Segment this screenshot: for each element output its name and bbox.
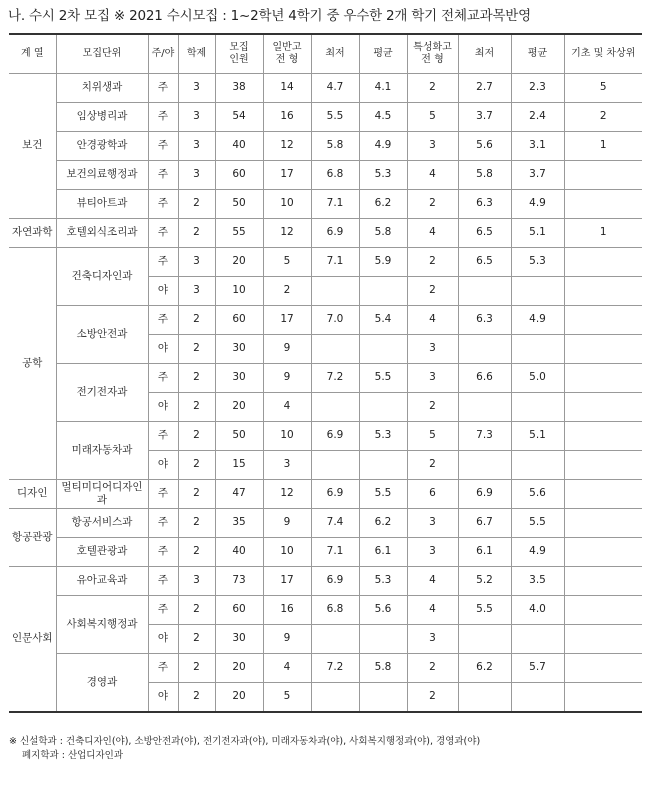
sp-min-cell: 5.8 <box>458 161 511 190</box>
header-years: 학제 <box>178 34 215 74</box>
years-cell: 3 <box>178 103 215 132</box>
quota-cell: 35 <box>215 509 263 538</box>
daynight-cell: 주 <box>148 480 178 509</box>
sp-min-cell: 5.2 <box>458 567 511 596</box>
sp-avg-cell: 3.7 <box>511 161 564 190</box>
sp-min-cell: 6.6 <box>458 364 511 393</box>
sp-min-cell: 6.3 <box>458 306 511 335</box>
years-cell: 2 <box>178 509 215 538</box>
footnote <box>9 735 480 763</box>
sp-min-cell <box>458 335 511 364</box>
years-cell: 2 <box>178 335 215 364</box>
sp-avg-cell: 5.3 <box>511 248 564 277</box>
footnote-new-depts: ※ 신설학과 : 건축디자인(야), 소방안전과(야), 전기전자과(야), 미래자동차과(야), 사회복지행정과(야), 경영과(야) <box>9 736 481 747</box>
years-cell: 2 <box>178 538 215 567</box>
gen-min-cell: 6.8 <box>311 596 359 625</box>
years-cell: 3 <box>178 567 215 596</box>
gen-min-cell <box>311 393 359 422</box>
gen-min-cell <box>311 625 359 654</box>
special-cell: 6 <box>407 480 458 509</box>
table-row <box>9 132 642 161</box>
gen-avg-cell: 5.5 <box>359 364 407 393</box>
dept-cell: 임상병리과 <box>56 103 148 132</box>
quota-cell: 50 <box>215 422 263 451</box>
gen-avg-cell: 4.1 <box>359 74 407 103</box>
header-sp-min: 최저 <box>458 34 511 74</box>
daynight-cell: 주 <box>148 654 178 683</box>
gen-avg-cell <box>359 625 407 654</box>
daynight-cell: 야 <box>148 277 178 306</box>
basic-cell <box>564 625 642 654</box>
sp-avg-cell: 2.3 <box>511 74 564 103</box>
gen-min-cell: 6.9 <box>311 567 359 596</box>
general-cell: 10 <box>263 190 311 219</box>
basic-cell <box>564 567 642 596</box>
years-cell: 2 <box>178 625 215 654</box>
dept-cell: 멀티미디어디자인과 <box>56 480 148 509</box>
sp-min-cell: 3.7 <box>458 103 511 132</box>
basic-cell: 2 <box>564 103 642 132</box>
general-cell: 12 <box>263 132 311 161</box>
table-row <box>9 364 642 393</box>
daynight-cell: 주 <box>148 509 178 538</box>
quota-cell: 15 <box>215 451 263 480</box>
table-row <box>9 219 642 248</box>
daynight-cell: 주 <box>148 422 178 451</box>
sp-avg-cell: 5.0 <box>511 364 564 393</box>
table-row <box>9 567 642 596</box>
basic-cell <box>564 277 642 306</box>
basic-cell <box>564 422 642 451</box>
general-cell: 10 <box>263 422 311 451</box>
sp-avg-cell <box>511 625 564 654</box>
years-cell: 2 <box>178 596 215 625</box>
sp-min-cell: 7.3 <box>458 422 511 451</box>
general-cell: 4 <box>263 654 311 683</box>
page-title: 나. 수시 2차 모집 ※ 2021 수시모집 : 1~2학년 4학기 중 우수한 2개 학기 전체교과목반영 <box>8 8 531 24</box>
gen-min-cell: 7.1 <box>311 248 359 277</box>
years-cell: 2 <box>178 364 215 393</box>
gen-avg-cell: 5.5 <box>359 480 407 509</box>
quota-cell: 55 <box>215 219 263 248</box>
special-cell: 2 <box>407 683 458 713</box>
special-cell: 4 <box>407 219 458 248</box>
gen-min-cell: 7.1 <box>311 190 359 219</box>
sp-min-cell <box>458 625 511 654</box>
sp-min-cell: 5.6 <box>458 132 511 161</box>
field-cell: 항공관광 <box>9 509 56 567</box>
daynight-cell: 주 <box>148 74 178 103</box>
dept-cell: 보건의료행정과 <box>56 161 148 190</box>
sp-avg-cell: 3.1 <box>511 132 564 161</box>
daynight-cell: 야 <box>148 451 178 480</box>
table-row <box>9 103 642 132</box>
sp-avg-cell <box>511 335 564 364</box>
header-gen-avg: 평균 <box>359 34 407 74</box>
field-cell: 인문사회 <box>9 567 56 713</box>
gen-avg-cell: 5.3 <box>359 422 407 451</box>
table-row <box>9 190 642 219</box>
basic-cell <box>564 248 642 277</box>
dept-cell: 전기전자과 <box>56 364 148 422</box>
dept-cell: 소방안전과 <box>56 306 148 364</box>
gen-min-cell: 5.8 <box>311 132 359 161</box>
sp-avg-cell <box>511 277 564 306</box>
special-cell: 3 <box>407 335 458 364</box>
general-cell: 17 <box>263 567 311 596</box>
gen-avg-cell: 5.4 <box>359 306 407 335</box>
special-cell: 3 <box>407 364 458 393</box>
basic-cell: 1 <box>564 219 642 248</box>
dept-cell: 사회복지행정과 <box>56 596 148 654</box>
table-row <box>9 161 642 190</box>
special-cell: 4 <box>407 567 458 596</box>
years-cell: 3 <box>178 132 215 161</box>
basic-cell <box>564 190 642 219</box>
sp-min-cell: 5.5 <box>458 596 511 625</box>
quota-cell: 40 <box>215 538 263 567</box>
years-cell: 2 <box>178 219 215 248</box>
daynight-cell: 주 <box>148 306 178 335</box>
quota-cell: 30 <box>215 335 263 364</box>
basic-cell <box>564 683 642 713</box>
field-cell: 자연과학 <box>9 219 56 248</box>
table-row <box>9 248 642 277</box>
sp-min-cell: 6.1 <box>458 538 511 567</box>
sp-avg-cell <box>511 683 564 713</box>
special-cell: 5 <box>407 422 458 451</box>
years-cell: 2 <box>178 654 215 683</box>
gen-avg-cell: 5.9 <box>359 248 407 277</box>
dept-cell: 안경광학과 <box>56 132 148 161</box>
sp-avg-cell: 5.1 <box>511 219 564 248</box>
header-basic: 기초 및 차상위 <box>564 34 642 74</box>
header-sp-avg: 평균 <box>511 34 564 74</box>
sp-avg-cell: 2.4 <box>511 103 564 132</box>
gen-avg-cell: 5.3 <box>359 161 407 190</box>
gen-avg-cell <box>359 451 407 480</box>
sp-avg-cell: 4.9 <box>511 538 564 567</box>
sp-min-cell: 6.5 <box>458 219 511 248</box>
gen-min-cell <box>311 277 359 306</box>
years-cell: 3 <box>178 74 215 103</box>
table-row <box>9 538 642 567</box>
years-cell: 2 <box>178 480 215 509</box>
basic-cell <box>564 480 642 509</box>
quota-cell: 30 <box>215 364 263 393</box>
daynight-cell: 주 <box>148 364 178 393</box>
header-gen-min: 최저 <box>311 34 359 74</box>
general-cell: 9 <box>263 364 311 393</box>
dept-cell: 경영과 <box>56 654 148 713</box>
sp-avg-cell: 5.7 <box>511 654 564 683</box>
gen-min-cell: 5.5 <box>311 103 359 132</box>
gen-avg-cell: 4.9 <box>359 132 407 161</box>
sp-min-cell <box>458 683 511 713</box>
daynight-cell: 주 <box>148 161 178 190</box>
gen-min-cell: 7.4 <box>311 509 359 538</box>
special-cell: 2 <box>407 277 458 306</box>
basic-cell <box>564 451 642 480</box>
sp-min-cell: 6.3 <box>458 190 511 219</box>
dept-cell: 건축디자인과 <box>56 248 148 306</box>
quota-cell: 47 <box>215 480 263 509</box>
daynight-cell: 주 <box>148 248 178 277</box>
dept-cell: 항공서비스과 <box>56 509 148 538</box>
general-cell: 16 <box>263 596 311 625</box>
general-cell: 5 <box>263 683 311 713</box>
gen-avg-cell <box>359 393 407 422</box>
quota-cell: 50 <box>215 190 263 219</box>
basic-cell <box>564 306 642 335</box>
years-cell: 2 <box>178 393 215 422</box>
general-cell: 10 <box>263 538 311 567</box>
special-cell: 2 <box>407 74 458 103</box>
gen-min-cell: 6.9 <box>311 480 359 509</box>
field-cell: 디자인 <box>9 480 56 509</box>
daynight-cell: 주 <box>148 567 178 596</box>
general-cell: 9 <box>263 509 311 538</box>
general-cell: 4 <box>263 393 311 422</box>
basic-cell <box>564 509 642 538</box>
dept-cell: 미래자동차과 <box>56 422 148 480</box>
gen-avg-cell: 6.1 <box>359 538 407 567</box>
sp-min-cell: 6.2 <box>458 654 511 683</box>
special-cell: 2 <box>407 190 458 219</box>
special-cell: 3 <box>407 538 458 567</box>
special-cell: 3 <box>407 625 458 654</box>
daynight-cell: 주 <box>148 103 178 132</box>
header-quota: 모집 인원 <box>215 34 263 74</box>
quota-cell: 60 <box>215 596 263 625</box>
daynight-cell: 주 <box>148 219 178 248</box>
quota-cell: 38 <box>215 74 263 103</box>
basic-cell <box>564 654 642 683</box>
basic-cell <box>564 538 642 567</box>
basic-cell: 5 <box>564 74 642 103</box>
sp-avg-cell: 3.5 <box>511 567 564 596</box>
sp-min-cell: 2.7 <box>458 74 511 103</box>
dept-cell: 호텔외식조리과 <box>56 219 148 248</box>
sp-min-cell <box>458 451 511 480</box>
general-cell: 2 <box>263 277 311 306</box>
table-row <box>9 596 642 625</box>
general-cell: 17 <box>263 306 311 335</box>
table-row <box>9 74 642 103</box>
dept-cell: 치위생과 <box>56 74 148 103</box>
general-cell: 9 <box>263 335 311 364</box>
sp-min-cell: 6.7 <box>458 509 511 538</box>
years-cell: 2 <box>178 190 215 219</box>
years-cell: 3 <box>178 277 215 306</box>
sp-avg-cell: 4.0 <box>511 596 564 625</box>
quota-cell: 20 <box>215 683 263 713</box>
years-cell: 2 <box>178 451 215 480</box>
sp-avg-cell: 4.9 <box>511 190 564 219</box>
special-cell: 4 <box>407 306 458 335</box>
basic-cell: 1 <box>564 132 642 161</box>
header-field: 계 열 <box>9 34 56 74</box>
general-cell: 17 <box>263 161 311 190</box>
basic-cell <box>564 364 642 393</box>
table-row <box>9 306 642 335</box>
years-cell: 3 <box>178 161 215 190</box>
gen-avg-cell: 6.2 <box>359 509 407 538</box>
dept-cell: 뷰티아트과 <box>56 190 148 219</box>
general-cell: 9 <box>263 625 311 654</box>
gen-avg-cell: 6.2 <box>359 190 407 219</box>
gen-avg-cell <box>359 683 407 713</box>
dept-cell: 유아교육과 <box>56 567 148 596</box>
special-cell: 3 <box>407 509 458 538</box>
sp-min-cell <box>458 277 511 306</box>
footnote-closed-depts: 폐지학과 : 산업디자인과 <box>22 750 124 761</box>
special-cell: 2 <box>407 451 458 480</box>
years-cell: 2 <box>178 422 215 451</box>
general-cell: 14 <box>263 74 311 103</box>
dept-cell: 호텔관광과 <box>56 538 148 567</box>
table-row <box>9 480 642 509</box>
sp-avg-cell: 5.5 <box>511 509 564 538</box>
gen-avg-cell <box>359 277 407 306</box>
special-cell: 4 <box>407 161 458 190</box>
sp-avg-cell: 5.1 <box>511 422 564 451</box>
basic-cell <box>564 393 642 422</box>
years-cell: 3 <box>178 248 215 277</box>
gen-min-cell: 7.1 <box>311 538 359 567</box>
quota-cell: 20 <box>215 248 263 277</box>
table-row <box>9 422 642 451</box>
header-dept: 모집단위 <box>56 34 148 74</box>
general-cell: 12 <box>263 480 311 509</box>
quota-cell: 60 <box>215 161 263 190</box>
general-cell: 3 <box>263 451 311 480</box>
quota-cell: 20 <box>215 393 263 422</box>
daynight-cell: 야 <box>148 625 178 654</box>
gen-min-cell: 7.2 <box>311 654 359 683</box>
header-daynight: 주/야 <box>148 34 178 74</box>
gen-avg-cell: 5.8 <box>359 219 407 248</box>
gen-min-cell: 6.9 <box>311 219 359 248</box>
gen-avg-cell <box>359 335 407 364</box>
general-cell: 16 <box>263 103 311 132</box>
gen-min-cell: 7.2 <box>311 364 359 393</box>
basic-cell <box>564 335 642 364</box>
quota-cell: 54 <box>215 103 263 132</box>
years-cell: 2 <box>178 683 215 713</box>
field-cell: 공학 <box>9 248 56 480</box>
daynight-cell: 주 <box>148 190 178 219</box>
gen-avg-cell: 5.3 <box>359 567 407 596</box>
header-row <box>9 34 642 74</box>
gen-avg-cell: 4.5 <box>359 103 407 132</box>
years-cell: 2 <box>178 306 215 335</box>
sp-min-cell: 6.9 <box>458 480 511 509</box>
special-cell: 2 <box>407 248 458 277</box>
sp-avg-cell <box>511 393 564 422</box>
field-cell: 보건 <box>9 74 56 219</box>
special-cell: 2 <box>407 654 458 683</box>
daynight-cell: 야 <box>148 393 178 422</box>
gen-min-cell: 6.9 <box>311 422 359 451</box>
gen-min-cell: 4.7 <box>311 74 359 103</box>
basic-cell <box>564 161 642 190</box>
sp-avg-cell <box>511 451 564 480</box>
gen-min-cell <box>311 683 359 713</box>
daynight-cell: 야 <box>148 683 178 713</box>
gen-min-cell <box>311 451 359 480</box>
daynight-cell: 주 <box>148 132 178 161</box>
header-special: 특성화고 전 형 <box>407 34 458 74</box>
special-cell: 4 <box>407 596 458 625</box>
daynight-cell: 주 <box>148 538 178 567</box>
quota-cell: 10 <box>215 277 263 306</box>
admissions-table <box>9 33 642 713</box>
quota-cell: 73 <box>215 567 263 596</box>
gen-min-cell <box>311 335 359 364</box>
gen-min-cell: 7.0 <box>311 306 359 335</box>
special-cell: 5 <box>407 103 458 132</box>
daynight-cell: 야 <box>148 335 178 364</box>
general-cell: 5 <box>263 248 311 277</box>
quota-cell: 60 <box>215 306 263 335</box>
table-row <box>9 509 642 538</box>
gen-avg-cell: 5.6 <box>359 596 407 625</box>
special-cell: 2 <box>407 393 458 422</box>
quota-cell: 30 <box>215 625 263 654</box>
sp-min-cell <box>458 393 511 422</box>
daynight-cell: 주 <box>148 596 178 625</box>
sp-avg-cell: 4.9 <box>511 306 564 335</box>
table-row <box>9 654 642 683</box>
sp-avg-cell: 5.6 <box>511 480 564 509</box>
gen-min-cell: 6.8 <box>311 161 359 190</box>
header-general: 일반고 전 형 <box>263 34 311 74</box>
sp-min-cell: 6.5 <box>458 248 511 277</box>
quota-cell: 40 <box>215 132 263 161</box>
general-cell: 12 <box>263 219 311 248</box>
gen-avg-cell: 5.8 <box>359 654 407 683</box>
quota-cell: 20 <box>215 654 263 683</box>
basic-cell <box>564 596 642 625</box>
special-cell: 3 <box>407 132 458 161</box>
